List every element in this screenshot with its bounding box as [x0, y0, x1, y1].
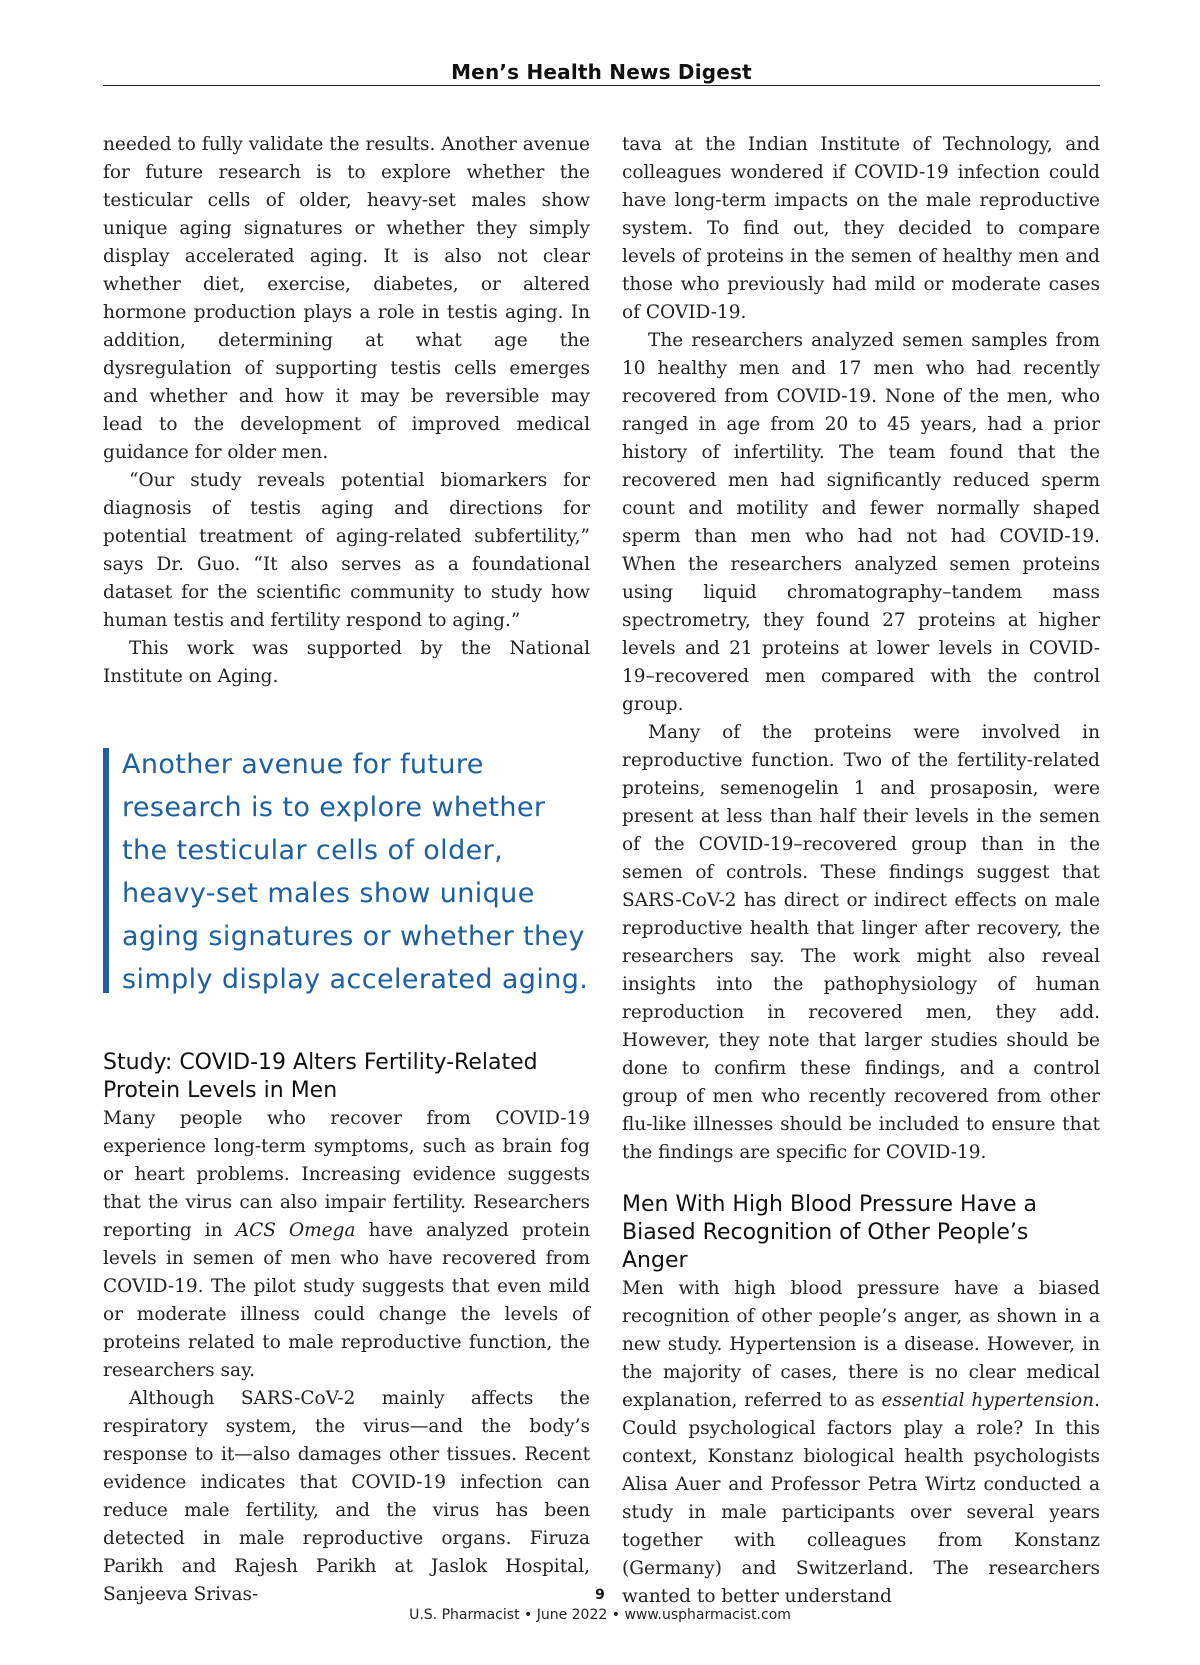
body-paragraph: [103, 1105, 590, 1385]
body-paragraph: Many of the proteins were involved in reproductive function. Two of the fertility-related proteins, semenogelin 1 and prosaposin, were present at less than half their levels in the semen of the COVID-19–recovered group than in the semen of controls. These findings suggest that SARS-CoV-2 has direct or indirect effects on male reproductive health that linger after recovery, the researchers say. The work might also reveal insights into the pathophysiology of human reproduction in recovered men, they add. However, they note that larger studies should be done to confirm these findings, and a control group of men who recently recovered from other flu-like illnesses should be included to ensure that the findings are specific for COVID-19.: [622, 722, 1100, 1163]
body-paragraph: Although SARS-CoV-2 mainly affects the respiratory system, the virus—and the body’s response to it—also damages other tissues. Recent evidence indicates that COVID-19 infection can reduce male fertility, and the virus has been detected in male reproductive organs. Firuza Parikh and Rajesh Parikh at Jaslok Hospital, Sanjeeva Srivas-: [103, 1388, 590, 1605]
body-paragraph: This work was supported by the National Institute on Aging.: [103, 638, 590, 687]
body-paragraph: “Our study reveals potential biomarkers for diagnosis of testis aging and directions for potential treatment of aging-related subfertility,” says Dr. Guo. “It also serves as a foundational dataset for the scientific community to study how human testis and fertility respond to aging.”: [103, 470, 590, 631]
text-run: . Could psychological factors play a role? In this context, Konstanz biological health psychologists Alisa Auer and Professor Petra Wirtz conducted a study in male participants over several years together with colleagues from Konstanz (Germany) and Switzerland. The researchers wanted to better understand: [622, 1390, 1100, 1607]
pull-quote: Another avenue for future research is to explore whether the testicular cells of older, heavy-set males show unique aging signatures or whether they simply display accelerated aging.: [103, 743, 590, 1001]
left-column: [103, 131, 590, 1609]
text-run: have analyzed protein levels in semen of men who have recovered from COVID-19. The pilot study suggests that even mild or moderate illness could change the levels of proteins related to male reproductive function, the researchers say.: [103, 1220, 590, 1381]
italic-term: essential hypertension: [881, 1390, 1095, 1411]
body-paragraph: tava at the Indian Institute of Technology, and colleagues wondered if COVID-19 infection could have long-term impacts on the male reproductive system. To find out, they decided to compare levels of proteins in the semen of healthy men and those who previously had mild or moderate cases of COVID-19.: [622, 134, 1100, 323]
header-rule: [103, 85, 1100, 86]
body-paragraph: [622, 1275, 1100, 1611]
text-run: Many people who recover from COVID-19 experience long-term symptoms, such as brain fog or heart problems. Increasing evidence suggests that the virus can also impair fertility. Researchers reporting in: [103, 1108, 590, 1241]
body-paragraph: The researchers analyzed semen samples from 10 healthy men and 17 men who had recently recovered from COVID-19. None of the men, who ranged in age from 20 to 45 years, had a prior history of infertility. The team found that the recovered men had significantly reduced sperm count and motility and fewer normally shaped sperm than men who had not had COVID-19. When the researchers analyzed semen proteins using liquid chromatography–tandem mass spectrometry, they found 27 proteins at higher levels and 21 proteins at lower levels in COVID-19–recovered men compared with the control group.: [622, 330, 1100, 715]
running-head-title: Men’s Health News Digest: [451, 60, 752, 84]
body-paragraph: needed to fully validate the results. Another avenue for future research is to explore whether the testicular cells of older, heavy-set males show unique aging signatures or whether they simply display accelerated aging. It is also not clear whether diet, exercise, diabetes, or altered hormone production plays a role in testis aging. In addition, determining at what age the dysregulation of supporting testis cells emerges and whether and how it may be reversible may lead to the development of improved medical guidance for older men.: [103, 134, 590, 463]
text-run: Men with high blood pressure have a biased recognition of other people’s anger, as shown in a new study. Hypertension is a disease. However, in the majority of cases, there is no clear medical explanation, referred to as: [622, 1278, 1100, 1411]
journal-name: ACS Omega: [235, 1220, 356, 1241]
footer-publication: U.S. Pharmacist • June 2022 • www.uspharmacist.com: [409, 1607, 791, 1623]
right-column: [622, 131, 1100, 1611]
section-heading-covid-study: Study: COVID-19 Alters Fertility-Related Protein Levels in Men: [103, 1050, 538, 1103]
section-heading-blood-pressure: Men With High Blood Pressure Have a Biased Recognition of Other People’s Anger: [622, 1192, 1038, 1273]
page-number: 9: [595, 1587, 605, 1603]
